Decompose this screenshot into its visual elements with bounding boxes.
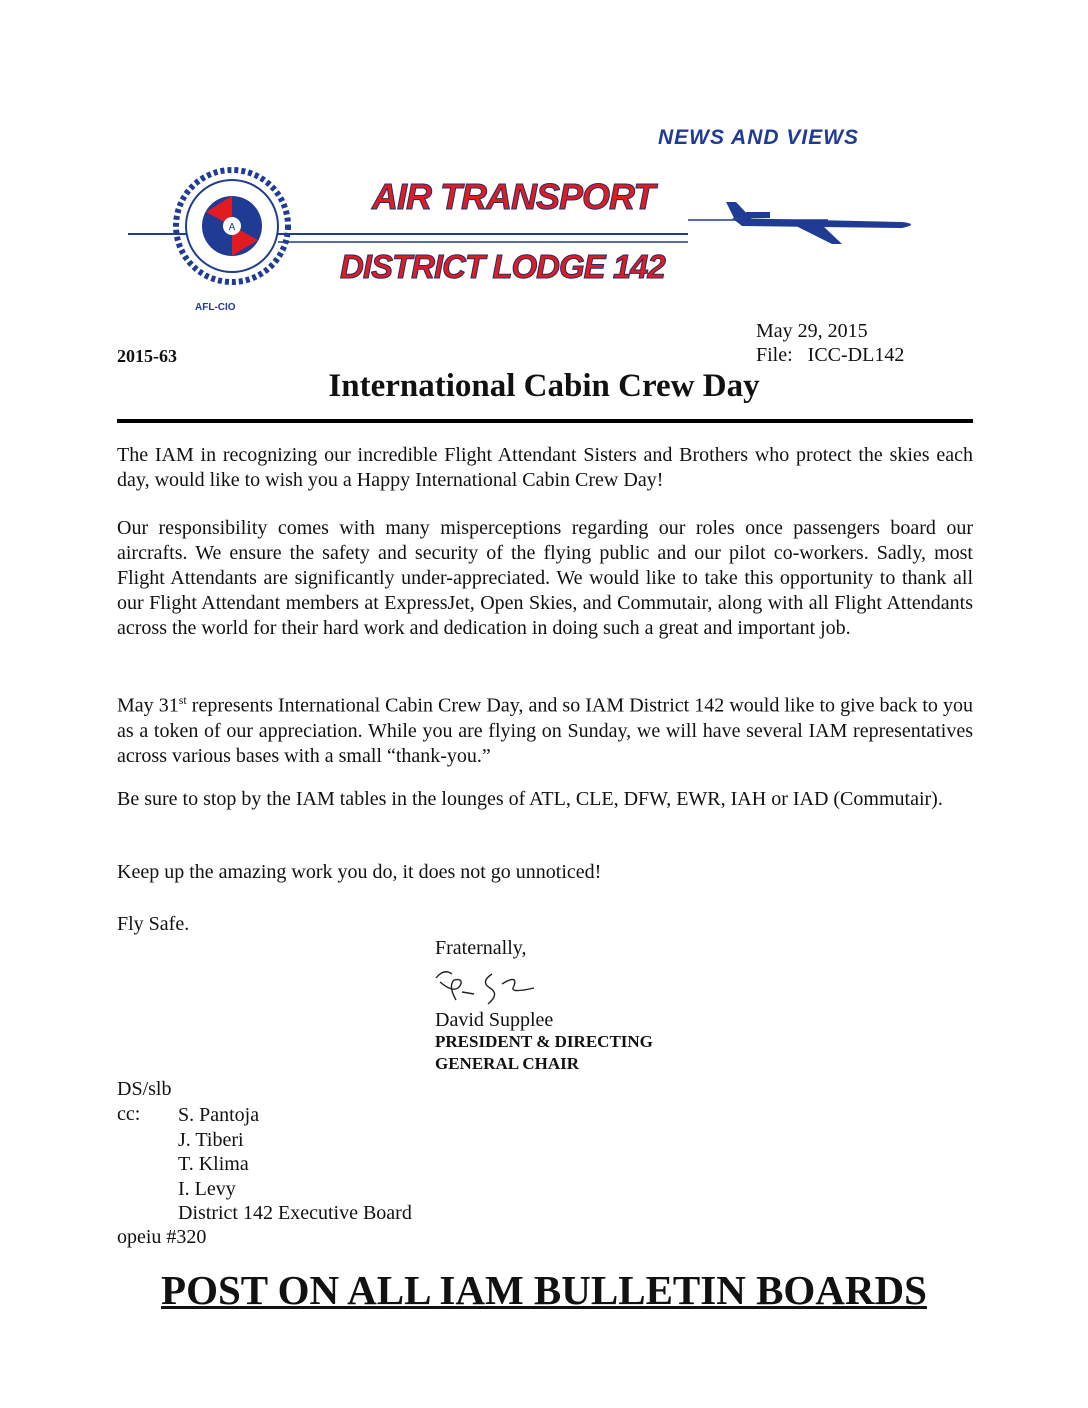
paragraph-fly-safe: Fly Safe. — [117, 913, 190, 935]
p3-lead: May 31 — [117, 694, 179, 717]
file-reference — [756, 344, 904, 367]
paragraph-crew-day — [117, 688, 973, 769]
page-title: International Cabin Crew Day — [328, 368, 760, 404]
closing-fraternally: Fraternally, — [435, 937, 527, 959]
cc-item: T. Klima — [178, 1153, 249, 1175]
p3-superscript: st — [178, 693, 187, 707]
signer-title-line1: PRESIDENT & DIRECTING — [435, 1032, 653, 1051]
iam-seal-logo — [172, 158, 292, 298]
banner-air-transport: AIR TRANSPORT — [372, 176, 655, 217]
opeiu-code: opeiu #320 — [117, 1226, 207, 1248]
cc-list — [178, 1103, 412, 1226]
cc-item: S. Pantoja — [178, 1104, 260, 1126]
post-notice: POST ON ALL IAM BULLETIN BOARDS — [161, 1267, 927, 1313]
cc-item: District 142 Executive Board — [178, 1202, 412, 1224]
title-divider — [117, 419, 973, 423]
initials: DS/slb — [117, 1078, 172, 1100]
file-value: ICC-DL142 — [807, 344, 905, 366]
news-and-views-heading: NEWS AND VIEWS — [658, 126, 860, 149]
afl-cio-label: AFL-CIO — [195, 302, 236, 313]
banner-district-lodge: DISTRICT LODGE 142 — [340, 248, 665, 285]
bulletin-number: 2015-63 — [117, 346, 177, 366]
date: May 29, 2015 — [756, 320, 868, 342]
svg-text:A: A — [228, 222, 236, 233]
airplane-icon — [722, 196, 922, 246]
paragraph-responsibility: Our responsibility comes with many misperceptions regarding our roles once passengers board our aircrafts. We ensure the safety and security of the flying public and our pilot co-workers. Sadly, most Flight Attendants are significantly under-appreciated. We would like to take this opportunity to thank all our Flight Attendant members at ExpressJet, Open Skies, and Commutair, along with all Flight Attendants across the world for their hard work and dedication in doing such a great and important job. — [117, 517, 973, 639]
cc-item: J. Tiberi — [178, 1128, 244, 1151]
cc-item: I. Levy — [178, 1177, 236, 1200]
handwritten-signature — [430, 964, 550, 1012]
cc-label: cc: — [117, 1103, 141, 1125]
p3-rest: represents International Cabin Crew Day, and so IAM District 142 would like to give back to you as a token of our appreciation. While you are flying on Sunday, we will have several IAM representatives across various bases with a small “thank-you.” — [117, 694, 973, 767]
signer-title-line2: GENERAL CHAIR — [435, 1054, 580, 1073]
paragraph-greeting: The IAM in recognizing our incredible Flight Attendant Sisters and Brothers who protect the skies each day, would like to wish you a Happy International Cabin Crew Day! — [117, 444, 973, 491]
file-label: File: — [756, 344, 793, 366]
signer-name: David Supplee — [435, 1009, 554, 1031]
paragraph-keep-up: Keep up the amazing work you do, it does not go unnoticed! — [117, 861, 602, 883]
paragraph-tables: Be sure to stop by the IAM tables in the lounges of ATL, CLE, DFW, EWR, IAH or IAD (Commutair). — [117, 788, 943, 810]
